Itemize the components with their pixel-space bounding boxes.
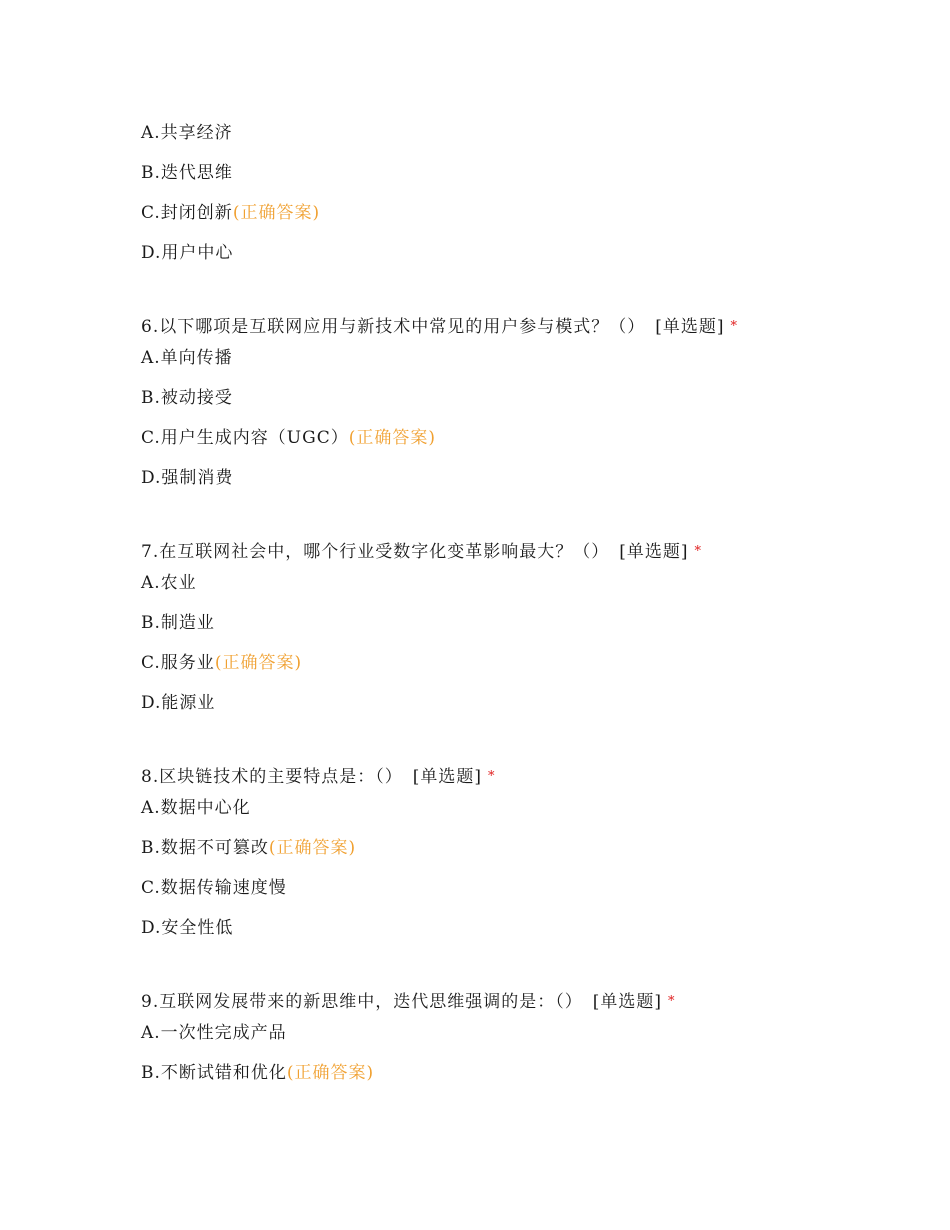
q6-option-a (141, 347, 233, 369)
required-asterisk: * (694, 544, 702, 559)
required-asterisk: * (488, 769, 496, 784)
q6-question (141, 316, 738, 338)
q9-question (141, 991, 675, 1013)
correct-answer-marker: (正确答案) (286, 1063, 375, 1083)
option-text: A.共享经济 (141, 123, 233, 143)
correct-answer-marker: (正确答案) (348, 428, 436, 448)
option-text: C.数据传输速度慢 (141, 878, 287, 898)
q7-option-c (141, 652, 302, 674)
option-text: D.强制消费 (141, 468, 234, 488)
q7-option-d (141, 692, 215, 714)
question-type: [单选题] (619, 542, 689, 562)
required-asterisk: * (667, 994, 676, 1009)
q8-option-a (141, 797, 251, 819)
option-text: B.制造业 (141, 613, 215, 633)
option-text: B.迭代思维 (141, 163, 233, 183)
option-text: D.安全性低 (141, 918, 234, 938)
q9-option-b (141, 1062, 374, 1084)
option-text: C.封闭创新 (141, 203, 233, 223)
q5-option-a (141, 122, 233, 144)
q5-option-d (141, 242, 233, 264)
option-text: B.被动接受 (141, 388, 233, 408)
q5-option-b (141, 162, 233, 184)
q8-question (141, 766, 496, 788)
correct-answer-marker: (正确答案) (214, 653, 303, 673)
q7-option-a (141, 572, 197, 594)
question-type: [单选题] (655, 317, 725, 337)
option-text: A.单向传播 (141, 348, 233, 368)
option-text: A.农业 (141, 573, 197, 593)
q9-option-a (141, 1022, 287, 1044)
option-text: A.一次性完成产品 (141, 1023, 287, 1043)
question-type: [单选题] (592, 992, 662, 1012)
question-type: [单选题] (412, 767, 482, 787)
required-asterisk: * (730, 319, 738, 334)
question-text: 9.互联网发展带来的新思维中，迭代思维强调的是：（） (141, 992, 583, 1012)
question-text: 7.在互联网社会中，哪个行业受数字化变革影响最大？（） (141, 542, 610, 562)
q8-option-c (141, 877, 287, 899)
option-text: D.用户中心 (141, 243, 234, 263)
q6-option-c (141, 427, 436, 449)
correct-answer-marker: (正确答案) (268, 838, 357, 858)
question-text: 8.区块链技术的主要特点是：（） (141, 767, 403, 787)
q8-option-b (141, 837, 356, 859)
correct-answer-marker: (正确答案) (232, 203, 321, 223)
q8-option-d (141, 917, 233, 939)
q5-option-c (141, 202, 320, 224)
q6-option-d (141, 467, 233, 489)
option-text: C.服务业 (141, 653, 215, 673)
q7-question (141, 541, 702, 563)
question-text: 6.以下哪项是互联网应用与新技术中常见的用户参与模式？（） (141, 317, 646, 337)
q6-option-b (141, 387, 233, 409)
option-text: D.能源业 (141, 693, 216, 713)
option-text: C.用户生成内容（UGC） (141, 428, 349, 448)
option-text: B.不断试错和优化 (141, 1063, 287, 1083)
option-text: A.数据中心化 (141, 798, 251, 818)
q7-option-b (141, 612, 215, 634)
option-text: B.数据不可篡改 (141, 838, 269, 858)
